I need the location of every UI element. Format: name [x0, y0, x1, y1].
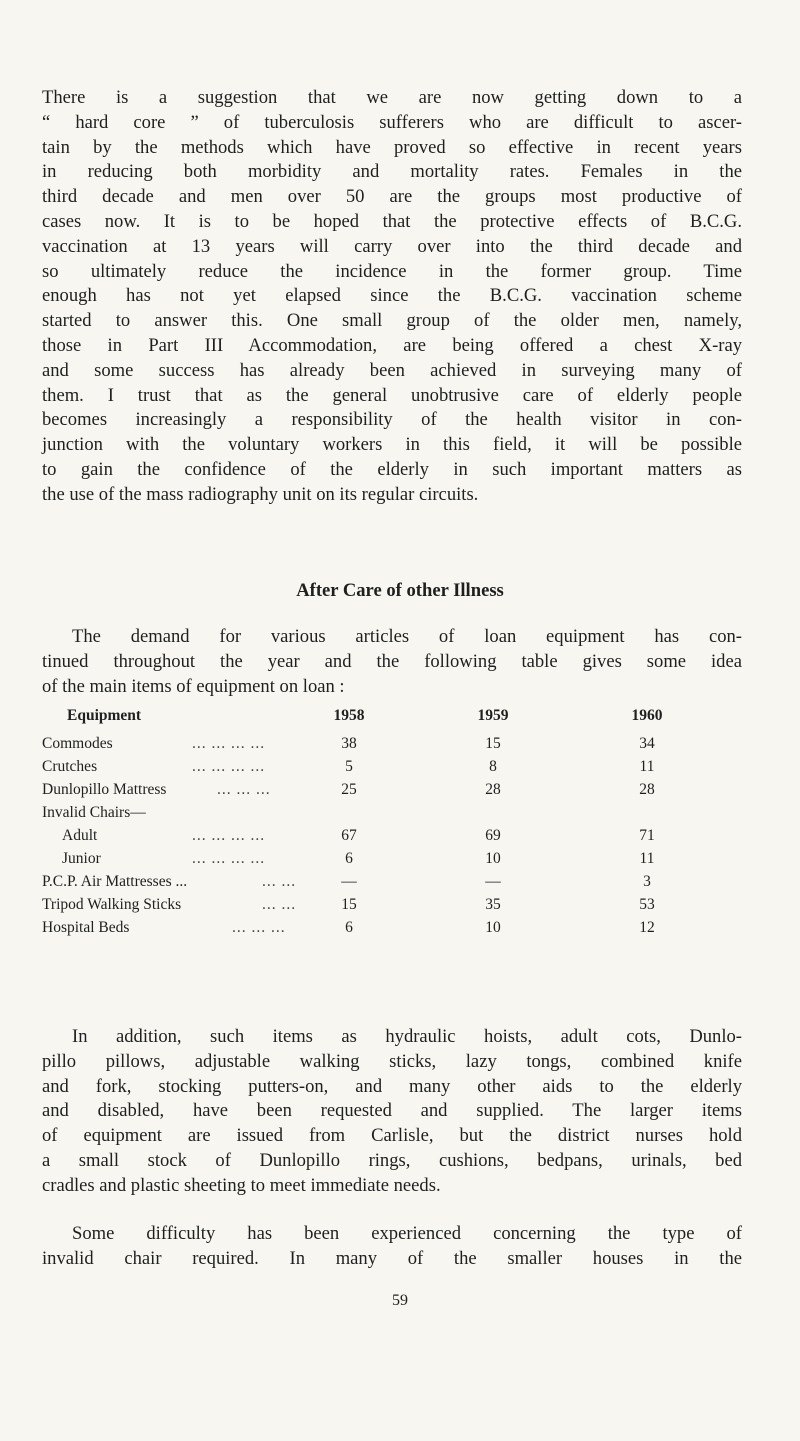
text-line: and disabled, have been requested and supplied. The larger items [42, 1100, 742, 1122]
row-label: Dunlopillo Mattress [42, 781, 167, 798]
header-1958: 1958 [333, 707, 365, 724]
text-line: and some success has already been achieved in surveying many of [42, 359, 742, 381]
paragraph-additional-items [42, 1025, 742, 1199]
table-row [42, 827, 762, 850]
row-label: Commodes [42, 735, 113, 752]
text-line: tinued throughout the year and the following table gives some idea [42, 650, 742, 672]
cell-1960: 11 [639, 758, 655, 775]
cell-1958: 6 [345, 850, 353, 867]
paragraph-invalid-chair [42, 1222, 742, 1272]
header-1959: 1959 [477, 707, 509, 724]
leader-dots: ... ... ... ... [192, 758, 266, 775]
cell-1958: 38 [341, 735, 357, 752]
cell-1958: — [341, 873, 357, 890]
cell-1960: 3 [643, 873, 651, 890]
header-1960: 1960 [631, 707, 663, 724]
text-line: In addition, such items as hydraulic hoists, adult cots, Dunlo- [72, 1026, 742, 1047]
table-body [42, 735, 762, 942]
table-row [42, 850, 762, 873]
text-line: and fork, stocking putters-on, and many other aids to the elderly [42, 1075, 742, 1097]
text-line: of the main items of equipment on loan : [42, 675, 345, 697]
text-line: to gain the confidence of the elderly in such important matters as [42, 458, 742, 480]
paragraph-tuberculosis [42, 86, 742, 508]
header-equipment: Equipment [67, 707, 142, 724]
table-header-row [42, 707, 762, 735]
cell-1960: 71 [639, 827, 655, 844]
text-line: cradles and plastic sheeting to meet immediate needs. [42, 1174, 441, 1196]
text-line: There is a suggestion that we are now getting down to a [42, 87, 742, 108]
leader-dots: ... ... [262, 873, 297, 890]
leader-dots: ... ... [262, 896, 297, 913]
leader-dots: ... ... ... ... [192, 827, 266, 844]
section-heading: After Care of other Illness [296, 580, 504, 601]
cell-1960: 11 [639, 850, 655, 867]
row-label: Adult [62, 827, 98, 844]
cell-1959: — [485, 873, 501, 890]
text-line: invalid chair required. In many of the smaller houses in the [42, 1247, 742, 1269]
text-line: pillo pillows, adjustable walking sticks, lazy tongs, combined knife [42, 1050, 742, 1072]
equipment-table [42, 707, 762, 942]
leader-dots: ... ... ... [217, 781, 271, 798]
text-line: “ hard core ” of tuberculosis sufferers who are difficult to ascer- [42, 111, 742, 133]
row-label: Invalid Chairs— [42, 804, 146, 821]
text-line: so ultimately reduce the incidence in the former group. Time [42, 260, 742, 282]
cell-1959: 10 [485, 919, 501, 936]
cell-1959: 8 [489, 758, 497, 775]
leader-dots: ... ... ... ... [192, 850, 266, 867]
cell-1960: 53 [639, 896, 655, 913]
text-line: of equipment are issued from Carlisle, but the district nurses hold [42, 1125, 742, 1147]
text-line: Some difficulty has been experienced concerning the type of [72, 1223, 742, 1244]
text-line: those in Part III Accommodation, are being offered a chest X-ray [42, 334, 742, 356]
paragraph-loan-equipment [42, 625, 742, 699]
table-row [42, 873, 762, 896]
cell-1959: 69 [485, 827, 501, 844]
cell-1959: 28 [485, 781, 501, 798]
row-label: Tripod Walking Sticks [42, 896, 182, 913]
text-line: junction with the voluntary workers in this field, it will be possible [42, 434, 742, 456]
text-line: becomes increasingly a responsibility of the health visitor in con- [42, 409, 742, 431]
table-row [42, 781, 762, 804]
cell-1958: 5 [345, 758, 353, 775]
page-number: 59 [392, 1292, 408, 1309]
cell-1959: 35 [485, 896, 501, 913]
text-line: in reducing both morbidity and mortality rates. Females in the [42, 161, 742, 183]
table-row [42, 735, 762, 758]
leader-dots: ... ... ... ... [192, 735, 266, 752]
text-line: The demand for various articles of loan equipment has con- [72, 626, 742, 647]
text-line: them. I trust that as the general unobtrusive care of elderly people [42, 384, 742, 406]
text-line: cases now. It is to be hoped that the protective effects of B.C.G. [42, 210, 742, 232]
row-label: P.C.P. Air Mattresses ... [42, 873, 188, 890]
text-line: enough has not yet elapsed since the B.C.G. vaccination scheme [42, 285, 742, 307]
table-row [42, 758, 762, 781]
text-line: vaccination at 13 years will carry over into the third decade and [42, 235, 742, 257]
text-line: tain by the methods which have proved so effective in recent years [42, 136, 742, 158]
cell-1960: 12 [639, 919, 655, 936]
table-row [42, 896, 762, 919]
row-label: Crutches [42, 758, 98, 775]
text-line: a small stock of Dunlopillo rings, cushions, bedpans, urinals, bed [42, 1149, 742, 1171]
table-row [42, 804, 762, 827]
cell-1958: 6 [345, 919, 353, 936]
leader-dots: ... ... ... [232, 919, 286, 936]
text-line: started to answer this. One small group of the older men, namely, [42, 310, 742, 332]
row-label: Hospital Beds [42, 919, 130, 936]
cell-1958: 15 [341, 896, 357, 913]
text-line: third decade and men over 50 are the groups most productive of [42, 186, 742, 208]
cell-1960: 34 [639, 735, 655, 752]
row-label: Junior [62, 850, 101, 867]
cell-1960: 28 [639, 781, 655, 798]
cell-1959: 10 [485, 850, 501, 867]
cell-1958: 67 [341, 827, 357, 844]
cell-1959: 15 [485, 735, 501, 752]
cell-1958: 25 [341, 781, 357, 798]
table-row [42, 919, 762, 942]
text-line: the use of the mass radiography unit on its regular circuits. [42, 483, 479, 505]
